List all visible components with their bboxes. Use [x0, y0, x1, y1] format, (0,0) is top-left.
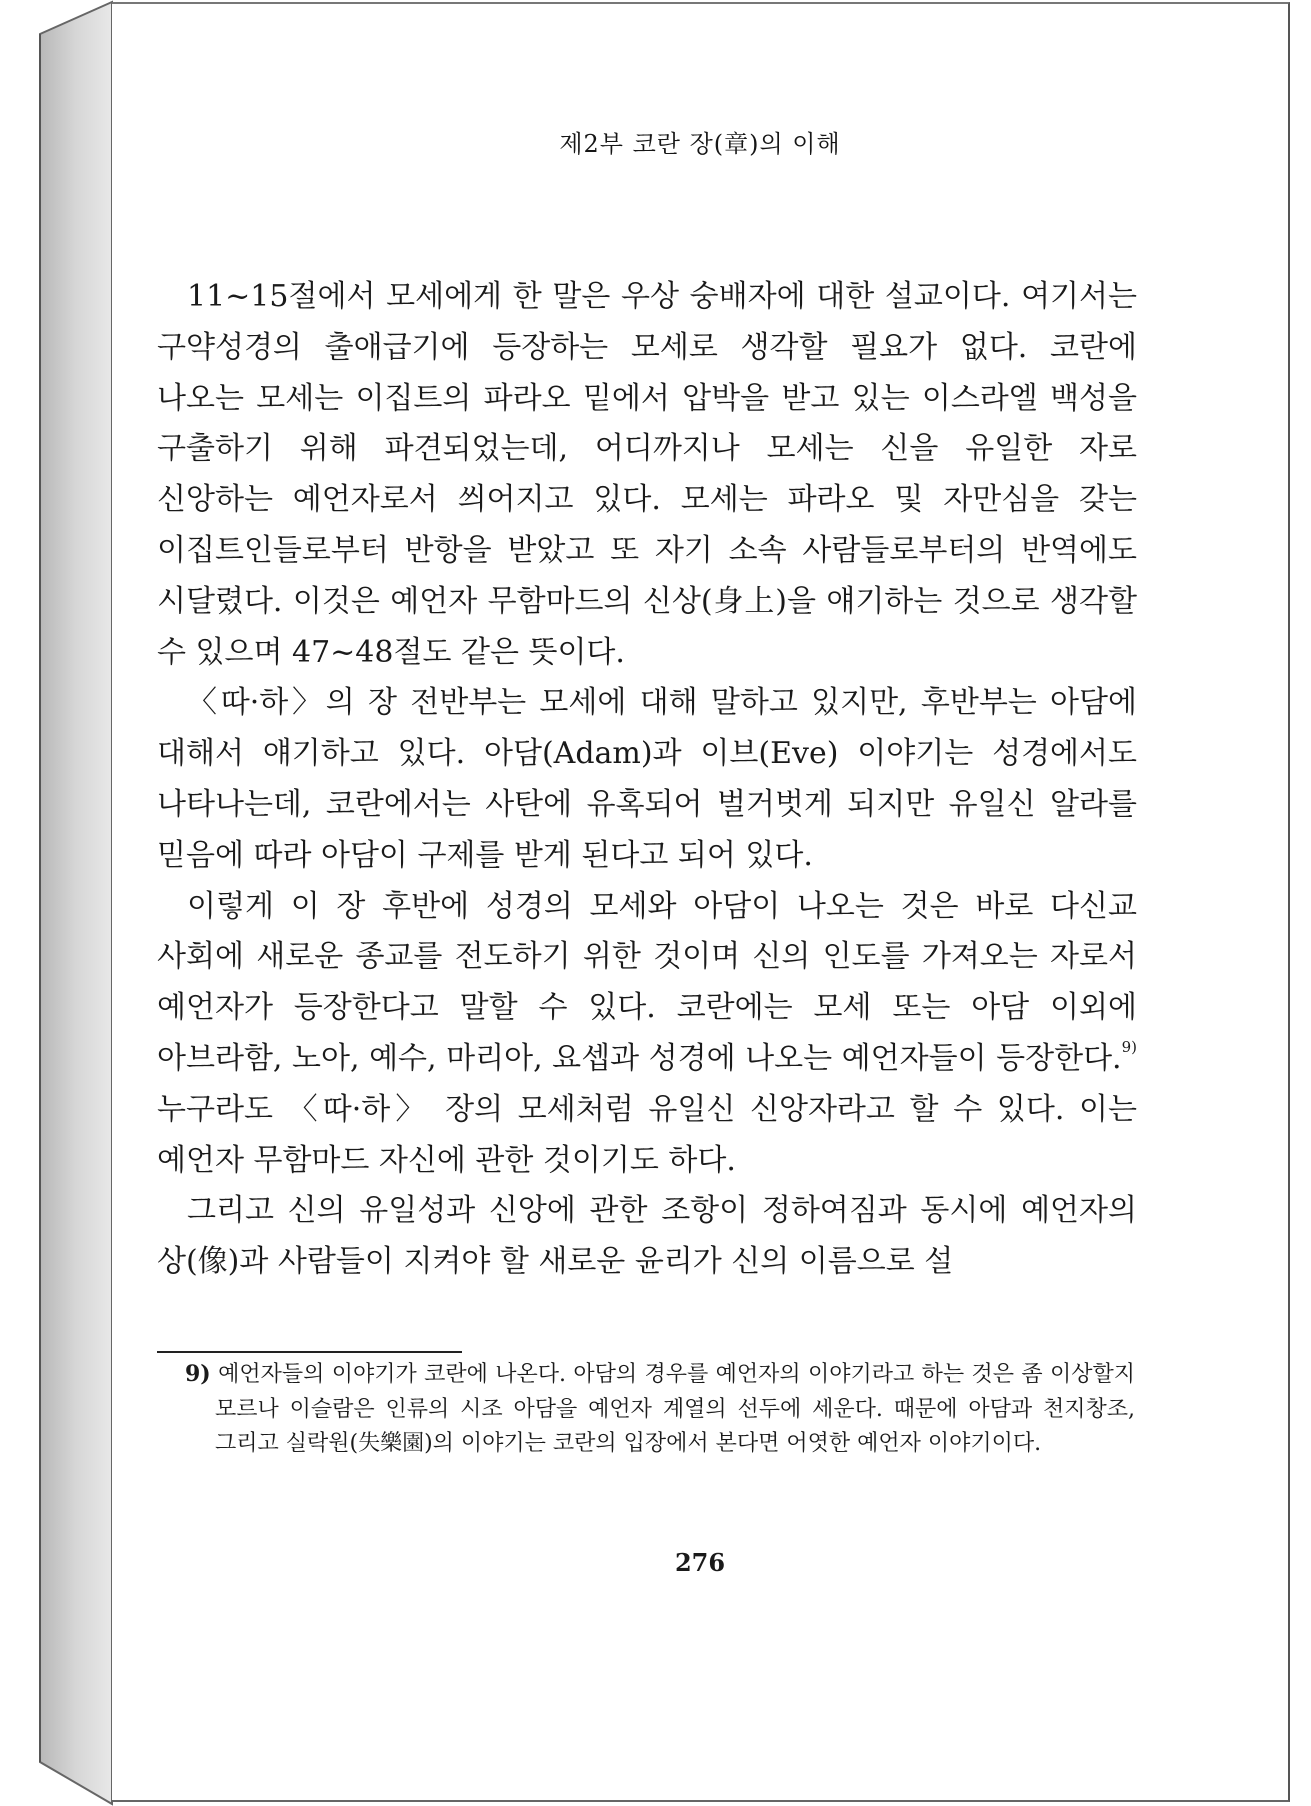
paragraph-3-part-1: 이렇게 이 장 후반에 성경의 모세와 아담이 나오는 것은 바로 다신교 사회에 새로운 종교를 전도하기 위한 것이며 신의 인도를 가져오는 자로서 예언자가 등장한다고 말할 수 있다. 코란에는 모세 또는 아담 이외에 아브라함, 노아, 예수, 마리아, 요셉과 성경에 나오는 예언자들이 등장한다.: [157, 888, 1137, 1076]
page-number: 276: [674, 1548, 726, 1577]
footnote-number: 9): [185, 1361, 211, 1387]
paragraph-3-part-2: 누구라도 〈따·하〉 장의 모세처럼 유일신 신앙자라고 할 수 있다. 이는 예언자 무함마드 자신에 관한 것이기도 하다.: [157, 1091, 1137, 1178]
paragraph-1: 11~15절에서 모세에게 한 말은 우상 숭배자에 대한 설교이다. 여기서는 구약성경의 출애급기에 등장하는 모세로 생각할 필요가 없다. 코란에 나오는 모세는 이집트의 파라오 밑에서 압박을 받고 있는 이스라엘 백성을 구출하기 위해 파견되었는데, 어디까지나 모세는 신을 유일한 자로 신앙하는 예언자로서 씌어지고 있다. 모세는 파라오 및 자만심을 갖는 이집트인들로부터 반항을 받았고 또 자기 소속 사람들로부터의 반역에도 시달렸다. 이것은 예언자 무함마드의 신상(身上)을 얘기하는 것으로 생각할 수 있으며 47~48절도 같은 뜻이다.: [157, 279, 1137, 670]
footnote-reference: 9): [1121, 1037, 1137, 1056]
footnote-divider: [157, 1351, 462, 1353]
paragraph-3: [157, 882, 1137, 1187]
footnote: [185, 1357, 1135, 1462]
footnote-text: 예언자들의 이야기가 코란에 나온다. 아담의 경우를 예언자의 이야기라고 하는 것은 좀 이상할지 모르나 이슬람은 인류의 시조 아담을 예언자 계열의 선두에 세운다. 때문에 아담과 천지창조, 그리고 실락원(失樂園)의 이야기는 코란의 입장에서 본다면 어엿한 예언자 이야기이다.: [210, 1362, 1135, 1456]
paragraph-4: 그리고 신의 유일성과 신앙에 관한 조항이 정하여짐과 동시에 예언자의 상(像)과 사람들이 지켜야 할 새로운 윤리가 신의 이름으로 설: [157, 1193, 1137, 1280]
book-spine-edge: [40, 2, 112, 1804]
running-head: 제2부 코란 장(章)의 이해: [559, 130, 841, 158]
body-text: [157, 272, 1137, 1288]
paragraph-2: 〈따·하〉의 장 전반부는 모세에 대해 말하고 있지만, 후반부는 아담에 대해서 얘기하고 있다. 아담(Adam)과 이브(Eve) 이야기는 성경에서도 나타나는데, 코란에서는 사탄에 유혹되어 벌거벗게 되지만 유일신 알라를 믿음에 따라 아담이 구제를 받게 된다고 되어 있다.: [157, 685, 1137, 873]
